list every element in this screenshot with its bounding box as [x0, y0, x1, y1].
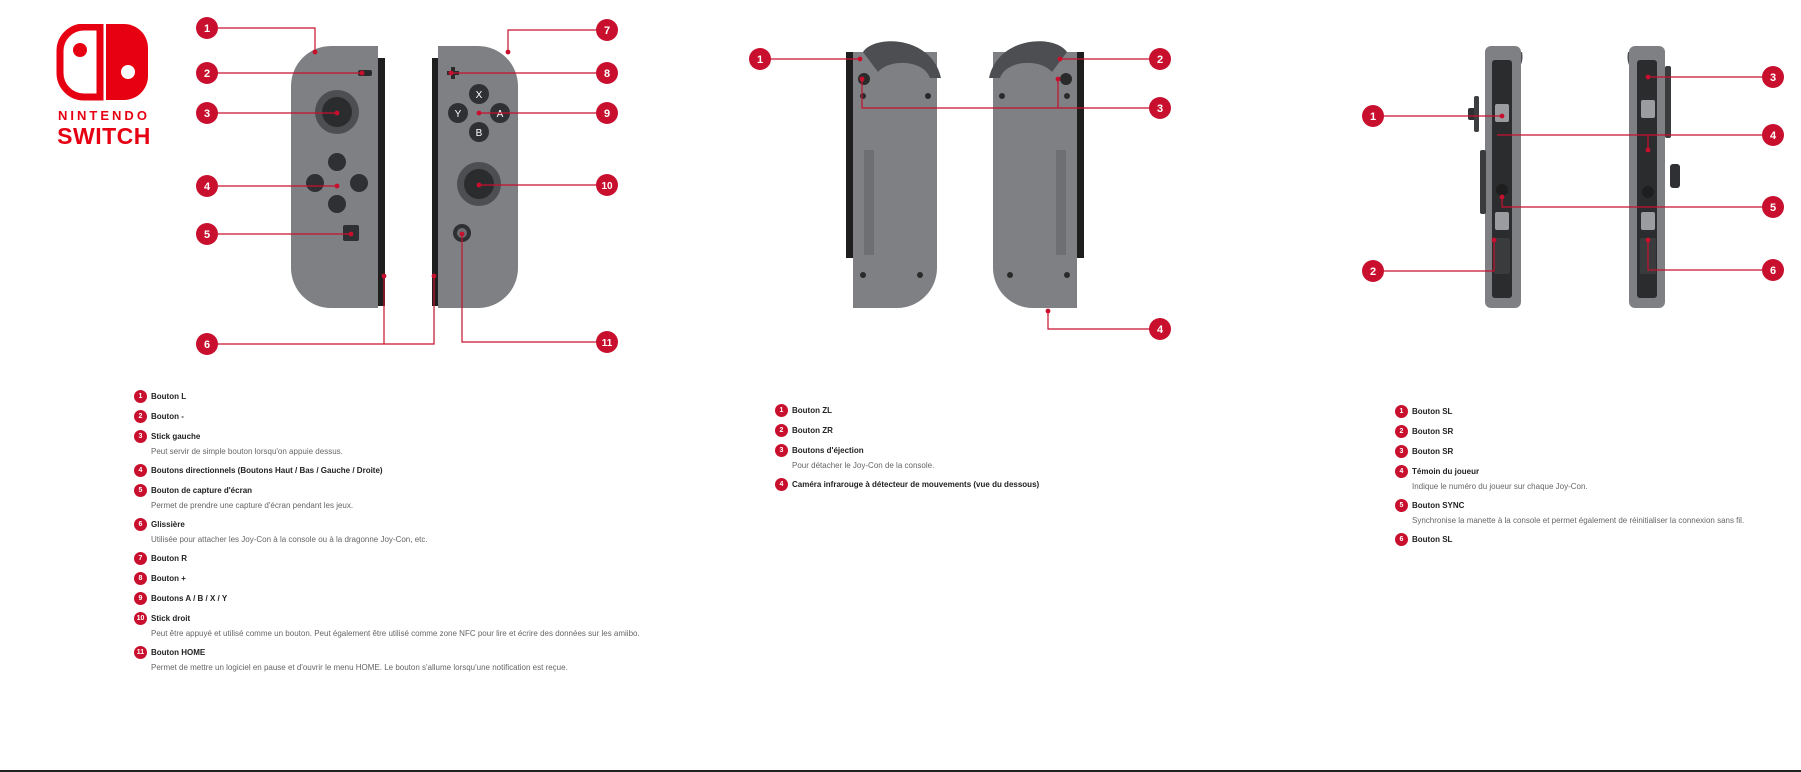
y-button-letter: Y — [454, 109, 462, 120]
legend-item-name: Bouton ZL — [792, 406, 832, 415]
front-marker-2 — [196, 62, 218, 84]
legend-item-description: Pour détacher le Joy-Con de la console. — [792, 461, 935, 470]
legend-item-description: Synchronise la manette à la console et permet également de réinitialiser la connexion sans fil. — [1412, 516, 1745, 525]
legend-item — [1395, 499, 1785, 526]
legend-item-description: Indique le numéro du joueur sur chaque Joy-Con. — [1412, 482, 1588, 491]
svg-text:9: 9 — [603, 108, 611, 120]
legend-item — [775, 478, 1195, 491]
svg-text:8: 8 — [603, 68, 611, 80]
legend-item-name: Stick gauche — [151, 432, 201, 441]
legend-number-badge: 10 — [134, 612, 147, 625]
top-marker-3 — [1149, 97, 1171, 119]
svg-text:10: 10 — [601, 181, 613, 192]
legend-item-name: Boutons d'éjection — [792, 446, 864, 455]
logo-wordmark-nintendo: NINTENDO — [58, 108, 150, 123]
legend-item-description: Peut être appuyé et utilisé comme un bouton. Peut également être utilisé comme zone NFC pour lire et écrire des données sur les amiibo. — [151, 629, 640, 638]
legend-number-badge: 5 — [134, 484, 147, 497]
logo-wordmark-switch: SWITCH — [57, 123, 151, 149]
side-marker-5 — [1762, 196, 1784, 218]
legend-number-badge: 1 — [1395, 405, 1408, 418]
x-button-letter: X — [475, 90, 483, 101]
legend-item — [775, 424, 1195, 437]
legend-number-badge: 8 — [134, 572, 147, 585]
svg-text:3: 3 — [1156, 103, 1164, 115]
svg-text:1: 1 — [756, 54, 764, 66]
legend-item — [134, 552, 674, 565]
svg-text:5: 5 — [203, 229, 211, 241]
legend-item — [1395, 425, 1785, 438]
legend-item-name: Glissière — [151, 520, 185, 529]
side-marker-6 — [1762, 259, 1784, 281]
svg-text:3: 3 — [203, 108, 211, 120]
legend-item — [134, 612, 674, 639]
side-marker-3 — [1762, 66, 1784, 88]
legend-number-badge: 3 — [134, 430, 147, 443]
top-marker-4 — [1149, 318, 1171, 340]
legend-number-badge: 5 — [1395, 499, 1408, 512]
side-marker-4 — [1762, 124, 1784, 146]
right-joycon-front — [432, 46, 518, 308]
a-button-letter: A — [496, 109, 504, 120]
svg-text:3: 3 — [1769, 72, 1777, 84]
legend-item-name: Caméra infrarouge à détecteur de mouvements (vue du dessous) — [792, 480, 1040, 489]
legend-item-name: Bouton SL — [1412, 407, 1453, 416]
legend-item-name: Bouton SYNC — [1412, 501, 1465, 510]
legend-item — [134, 646, 674, 673]
left-joycon-side — [1468, 46, 1523, 308]
svg-text:5: 5 — [1769, 202, 1777, 214]
legend-item — [775, 444, 1195, 471]
legend-item-name: Bouton SR — [1412, 427, 1454, 436]
legend-item — [134, 592, 674, 605]
svg-text:6: 6 — [1769, 265, 1777, 277]
svg-text:6: 6 — [203, 339, 211, 351]
legend-item — [1395, 533, 1785, 546]
right-joycon-side — [1627, 46, 1680, 308]
side-markers — [1362, 66, 1784, 282]
svg-text:2: 2 — [1369, 266, 1377, 278]
legend-item — [134, 410, 674, 423]
left-joycon-front — [291, 46, 385, 308]
top-marker-1 — [749, 48, 771, 70]
legend-item-name: Bouton SL — [1412, 535, 1453, 544]
legend-number-badge: 2 — [775, 424, 788, 437]
legend-number-badge: 4 — [134, 464, 147, 477]
svg-text:2: 2 — [203, 68, 211, 80]
legend-item — [1395, 465, 1785, 492]
top-markers — [749, 48, 1171, 340]
legend-number-badge: 2 — [1395, 425, 1408, 438]
legend-item-name: Stick droit — [151, 614, 191, 623]
legend-item-name: Bouton SR — [1412, 447, 1454, 456]
front-marker-4 — [196, 175, 218, 197]
front-leader-lines — [218, 28, 607, 344]
legend-item-name: Bouton + — [151, 574, 186, 583]
legend-item-name: Bouton ZR — [792, 426, 833, 435]
legend-item-name: Boutons A / B / X / Y — [151, 594, 228, 603]
front-marker-10 — [596, 174, 618, 196]
front-marker-1 — [196, 17, 218, 39]
top-view-diagram — [700, 0, 1220, 360]
legend-item-name: Bouton L — [151, 392, 187, 401]
legend-item-name: Bouton HOME — [151, 648, 206, 657]
legend-number-badge: 6 — [1395, 533, 1408, 546]
front-marker-5 — [196, 223, 218, 245]
front-view-diagram — [0, 0, 700, 360]
legend-item-name: Bouton - — [151, 412, 184, 421]
legend-item — [134, 464, 674, 477]
legend-number-badge: 9 — [134, 592, 147, 605]
legend-item — [134, 430, 674, 457]
legend-item — [134, 518, 674, 545]
svg-text:4: 4 — [1156, 324, 1164, 336]
legend-item — [775, 404, 1195, 417]
legend-number-badge: 4 — [775, 478, 788, 491]
svg-text:1: 1 — [203, 23, 211, 35]
svg-text:4: 4 — [203, 181, 211, 193]
front-marker-9 — [596, 102, 618, 124]
legend-item-name: Boutons directionnels (Boutons Haut / Bas / Gauche / Droite) — [151, 466, 383, 475]
right-joycon-back — [989, 41, 1084, 308]
legend-number-badge: 6 — [134, 518, 147, 531]
svg-text:7: 7 — [603, 25, 611, 37]
svg-text:1: 1 — [1369, 111, 1377, 123]
legend-number-badge: 3 — [775, 444, 788, 457]
legend-item-name: Bouton R — [151, 554, 187, 563]
legend-front — [134, 390, 674, 680]
legend-item — [1395, 405, 1785, 418]
front-marker-3 — [196, 102, 218, 124]
top-marker-2 — [1149, 48, 1171, 70]
legend-item — [1395, 445, 1785, 458]
legend-item — [134, 390, 674, 403]
legend-item-description: Peut servir de simple bouton lorsqu'on appuie dessus. — [151, 447, 343, 456]
side-leader-lines — [1373, 77, 1773, 271]
legend-item — [134, 572, 674, 585]
legend-item-description: Permet de prendre une capture d'écran pendant les jeux. — [151, 501, 354, 510]
legend-number-badge: 7 — [134, 552, 147, 565]
legend-side — [1395, 405, 1785, 553]
svg-text:11: 11 — [601, 338, 613, 349]
legend-top — [775, 404, 1195, 498]
front-marker-11 — [596, 331, 618, 353]
b-button-letter: B — [475, 128, 483, 139]
legend-number-badge: 4 — [1395, 465, 1408, 478]
legend-item-name: Bouton de capture d'écran — [151, 486, 253, 495]
front-marker-6 — [196, 333, 218, 355]
left-joycon-back — [846, 41, 941, 308]
svg-text:2: 2 — [1156, 54, 1164, 66]
svg-text:4: 4 — [1769, 130, 1777, 142]
legend-number-badge: 3 — [1395, 445, 1408, 458]
front-marker-8 — [596, 62, 618, 84]
legend-item-description: Permet de mettre un logiciel en pause et d'ouvrir le menu HOME. Le bouton s'allume lorsqu'une notification est reçue. — [151, 663, 568, 672]
side-view-diagram — [1340, 0, 1801, 360]
side-marker-2 — [1362, 260, 1384, 282]
top-leader-lines — [760, 59, 1160, 329]
legend-number-badge: 2 — [134, 410, 147, 423]
legend-item-description: Utilisée pour attacher les Joy-Con à la console ou à la dragonne Joy-Con, etc. — [151, 535, 428, 544]
legend-item-name: Témoin du joueur — [1412, 467, 1480, 476]
legend-item — [134, 484, 674, 511]
legend-number-badge: 11 — [134, 646, 147, 659]
front-marker-7 — [596, 19, 618, 41]
legend-number-badge: 1 — [134, 390, 147, 403]
legend-number-badge: 1 — [775, 404, 788, 417]
side-marker-1 — [1362, 105, 1384, 127]
